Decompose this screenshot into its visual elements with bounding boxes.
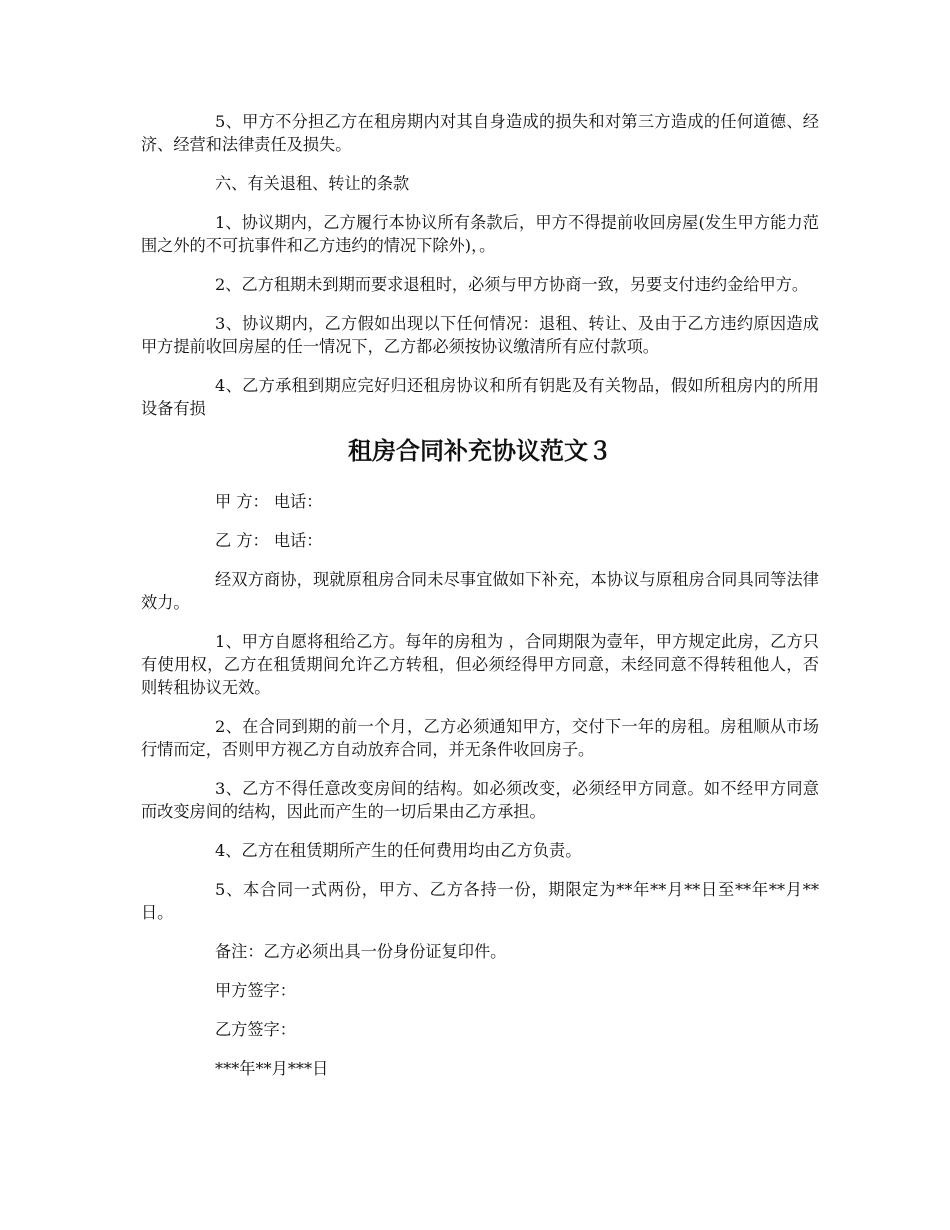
party-b-signature: 乙方签字：: [215, 1020, 296, 1039]
clause: 2、在合同到期的前一个月，乙方必须通知甲方，交付下一年的房租。房租顺从市场行情而定，否则甲方视乙方自动放弃合同，并无条件收回房子。: [141, 717, 819, 759]
paragraph: 5、甲方不分担乙方在租房期内对其自身造成的损失和对第三方造成的任何道德、经济、经营和法律责任及损失。: [141, 112, 819, 154]
paragraph: 2、乙方租期未到期而要求退租时，必须与甲方协商一致，另要支付违约金给甲方。: [215, 275, 809, 294]
clauses-list: [141, 630, 819, 924]
document-body: [141, 110, 819, 1096]
clause: 3、乙方不得任意改变房间的结构。如必须改变，必须经甲方同意。如不经甲方同意而改变房间的结构，因此而产生的一切后果由乙方承担。: [141, 779, 819, 821]
clause: 1、甲方自愿将租给乙方。每年的房租为 ，合同期限为壹年，甲方规定此房，乙方只有使用权，乙方在租赁期间允许乙方转租，但必须经得甲方同意，未经同意不得转租他人，否则转租协议无效。: [141, 632, 819, 697]
document-title: 租房合同补充协议范文３: [348, 436, 612, 465]
party-a-line: 甲 方： 电话：: [215, 492, 323, 511]
clause: 4、乙方在租赁期所产生的任何费用均由乙方负责。: [215, 841, 582, 860]
paragraph: 3、协议期内，乙方假如出现以下任何情况：退租、转让、及由于乙方违约原因造成甲方提前收回房屋的任一情况下，乙方都必须按协议缴清所有应付款项。: [141, 314, 819, 356]
signature-block: [141, 979, 819, 1080]
clause: 5、本合同一式两份，甲方、乙方各持一份，期限定为**年**月**日至**年**月**日。: [141, 880, 819, 922]
section-heading: 六、有关退租、转让的条款: [215, 174, 410, 193]
parties-block: [141, 490, 819, 552]
signature-date: ***年**月***日: [215, 1059, 329, 1078]
party-b-line: 乙 方： 电话：: [215, 531, 323, 550]
note-line: 备注：乙方必须出具一份身份证复印件。: [215, 942, 507, 961]
paragraph: 1、协议期内，乙方履行本协议所有条款后，甲方不得提前收回房屋(发生甲方能力范围之外的不可抗事件和乙方违约的情况下除外)，。: [141, 213, 819, 255]
section-previous-contract: [141, 110, 819, 420]
intro-paragraph: 经双方商协，现就原租房合同未尽事宜做如下补充，本协议与原租房合同具同等法律效力。: [141, 570, 819, 612]
paragraph: 4、乙方承租到期应完好归还租房协议和所有钥匙及有关物品，假如所租房内的所用设备有损: [141, 376, 819, 418]
party-a-signature: 甲方签字：: [215, 981, 296, 1000]
